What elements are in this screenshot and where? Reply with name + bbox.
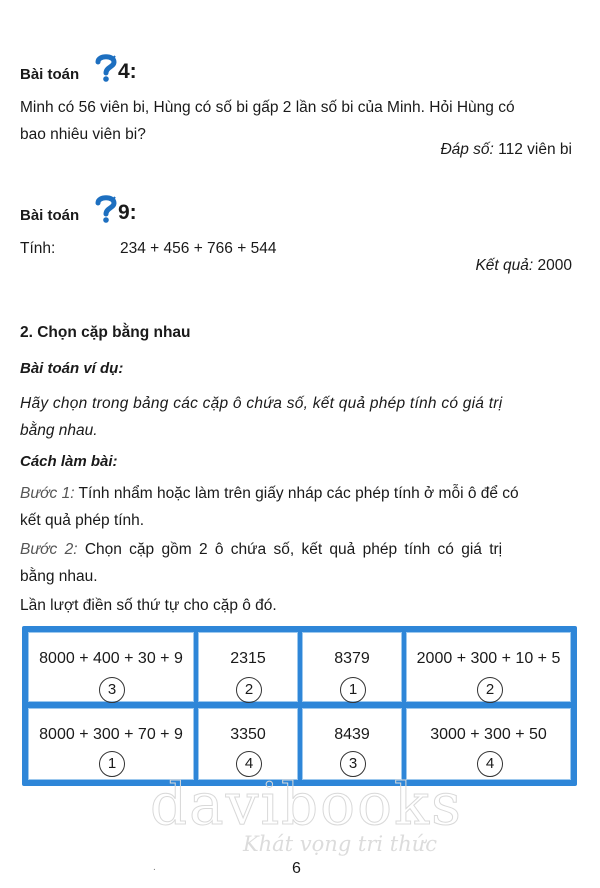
cell-mark: 4 xyxy=(477,751,503,777)
watermark-slogan: Khát vọng tri thức xyxy=(242,832,438,856)
step-1-text: Tính nhẩm hoặc làm trên giấy nháp các phép tính ở mỗi ô để có xyxy=(74,485,519,502)
cell-expression: 2000 + 300 + 10 + 5 xyxy=(416,650,561,667)
cell-expression: 3350 xyxy=(230,726,266,743)
problem-4-number: 4: xyxy=(118,60,137,83)
table-cell[interactable] xyxy=(198,632,298,702)
watermark-brand: davibooks xyxy=(150,770,463,838)
example-line1: Hãy chọn trong bảng các cặp ô chứa số, kết quả phép tính có giá trị xyxy=(20,395,503,412)
problem-9-tinh-label: Tính: xyxy=(20,240,56,257)
problem-9-label: Bài toán xyxy=(20,207,80,224)
cell-mark: 2 xyxy=(236,677,262,703)
final-instruction: Lần lượt điền số thứ tự cho cặp ô đó. xyxy=(20,597,277,614)
example-label: Bài toán ví dụ: xyxy=(20,360,124,377)
step-2-text: Chọn cặp gồm 2 ô chứa số, kết quả phép tính có giá trị xyxy=(77,541,503,558)
cell-mark: 3 xyxy=(99,677,125,703)
method-label: Cách làm bài: xyxy=(20,453,118,470)
problem-4-label: Bài toán xyxy=(20,66,80,83)
answer-value: 112 viên bi xyxy=(493,141,572,158)
cell-expression: 8379 xyxy=(334,650,370,667)
cell-expression: 2315 xyxy=(230,650,266,667)
result-value: 2000 xyxy=(533,257,572,274)
table-cell[interactable] xyxy=(28,632,194,702)
question-mark-icon xyxy=(93,52,119,82)
cell-expression: 8439 xyxy=(334,726,370,743)
cell-mark: 1 xyxy=(99,751,125,777)
example-line2: bằng nhau. xyxy=(20,422,98,439)
problem-9-heading xyxy=(20,207,79,224)
table-cell[interactable] xyxy=(302,632,402,702)
cell-mark: 2 xyxy=(477,677,503,703)
pairs-table xyxy=(22,626,577,786)
step-1 xyxy=(20,480,519,507)
section-2-title: 2. Chọn cặp bằng nhau xyxy=(20,324,191,341)
cell-expression: 3000 + 300 + 50 xyxy=(430,726,547,743)
cell-expression: 8000 + 300 + 70 + 9 xyxy=(39,726,183,743)
cell-mark: 3 xyxy=(340,751,366,777)
problem-9-expression: 234 + 456 + 766 + 544 xyxy=(120,240,277,257)
problem-4-text-line2: bao nhiêu viên bi? xyxy=(20,126,146,143)
step-2 xyxy=(20,536,502,563)
step-1-label: Bước 1: xyxy=(20,485,75,502)
problem-9-result xyxy=(300,257,572,275)
cell-expression: 8000 + 400 + 30 + 9 xyxy=(39,650,183,667)
cell-mark: 1 xyxy=(340,677,366,703)
cell-mark: 4 xyxy=(236,751,262,777)
problem-4-text-line1: Minh có 56 viên bi, Hùng có số bi gấp 2 lần số bi của Minh. Hỏi Hùng có xyxy=(20,99,515,116)
problem-4-heading xyxy=(20,66,79,83)
question-mark-icon xyxy=(93,193,119,223)
answer-label: Đáp số: xyxy=(440,141,494,158)
step-1-line2: kết quả phép tính. xyxy=(20,512,145,529)
page-number: 6 xyxy=(292,860,301,877)
problem-4-answer xyxy=(300,141,572,159)
step-2-line2: bằng nhau. xyxy=(20,568,98,585)
footer-dot: . xyxy=(153,862,156,873)
table-cell[interactable] xyxy=(406,632,571,702)
problem-9-number: 9: xyxy=(118,201,137,224)
result-label: Kết quả: xyxy=(475,257,534,274)
step-2-label: Bước 2: xyxy=(20,541,78,558)
